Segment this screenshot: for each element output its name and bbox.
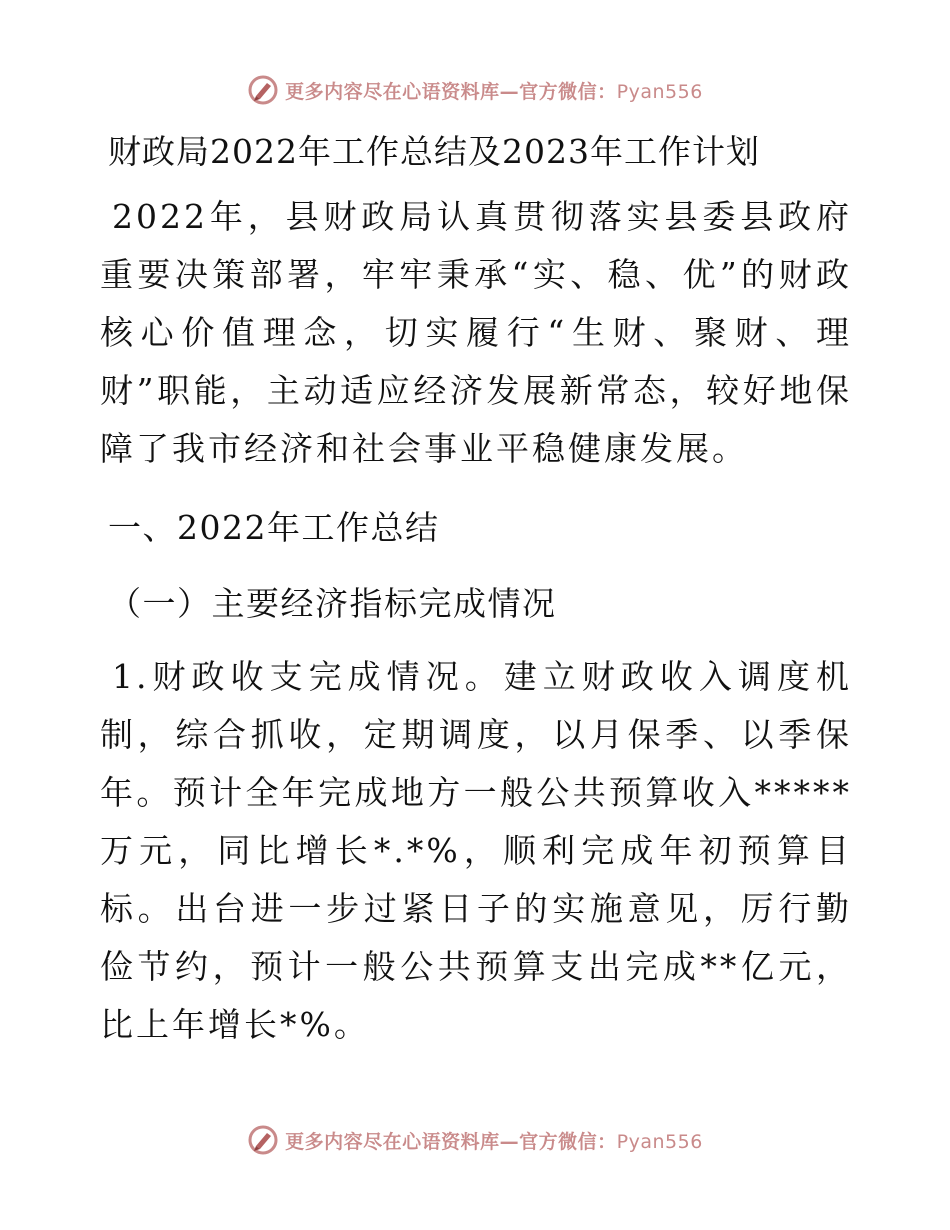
watermark-contact: Pyan556 <box>616 1130 703 1153</box>
watermark-text: 更多内容尽在心语资料库—官方微信：Pyan556 <box>285 80 703 103</box>
item-text: 1.财政收支完成情况。建立财政收入调度机制，综合抓收，定期调度，以月保季、以季保年。预计全年完成地方一般公共预算收入*****万元，同比增长*.*%，顺利完成年初预算目标。出台进一步过紧日子的实施意见，厉行勤俭节约，预计一般公共预算支出完成**亿元，比上年增长*%。 <box>100 657 852 1044</box>
intro-paragraph <box>100 188 852 478</box>
section-heading: 一、2022年工作总结 <box>108 508 440 547</box>
document-title: 财政局2022年工作总结及2023年工作计划 <box>108 132 760 171</box>
item-paragraph <box>100 648 852 1054</box>
logo-icon <box>247 1124 279 1156</box>
intro-text: 2022年，县财政局认真贯彻落实县委县政府重要决策部署，牢牢秉承“实、稳、优”的财政核心价值理念，切实履行“生财、聚财、理财”职能，主动适应经济发展新常态，较好地保障了我市经济和社会事业平稳健康发展。 <box>100 197 852 468</box>
footer-watermark <box>0 1120 950 1160</box>
subsection-heading: （一）主要经济指标完成情况 <box>108 584 557 623</box>
watermark-text: 更多内容尽在心语资料库—官方微信：Pyan556 <box>285 1130 703 1153</box>
watermark-contact: Pyan556 <box>616 80 703 103</box>
header-watermark <box>0 70 950 110</box>
logo-icon <box>247 74 279 106</box>
